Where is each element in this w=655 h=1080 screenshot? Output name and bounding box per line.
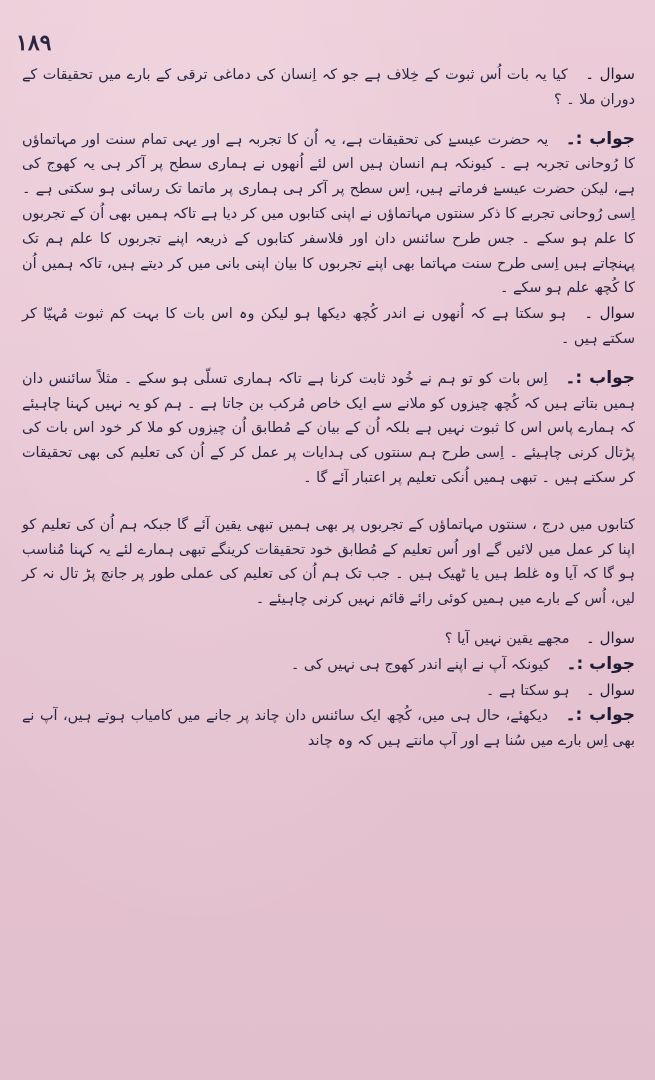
- question-text: ہو سکتا ہے کہ اُنھوں نے اندر کُچھ دیکھا ہو لیکن وہ اس بات کا بہت کم ثبوت مُہیّا کر سکتے ہیں ۔: [22, 306, 635, 347]
- question-block: [22, 678, 635, 704]
- answer-block: [22, 703, 635, 754]
- answer-text: کیونکہ آپ نے اپنے اندر کھوج ہی نہیں کی ۔: [290, 656, 550, 673]
- paragraph-block: [22, 513, 635, 612]
- question-label: سوال ۔: [585, 65, 636, 83]
- answer-block: [22, 366, 635, 491]
- question-text: ہو سکتا ہے ۔: [485, 682, 570, 699]
- answer-label: جواب :۔: [565, 128, 636, 149]
- paragraph-text: کتابوں میں درج ، سنتوں مہاتماؤں کے تجربوں پر بھی ہمیں تبھی یقین آئے گا جبکہ ہم اُن کی تعلیم کو اپنا کر عمل میں لائیں گے اور اُس تعلیم کے مُطابق خود تحقیقات کرینگے تبھی ہمارے لئے یہ کہنا مُناسب ہو گا کہ آیا وہ غلط ہیں یا ٹھیک ہیں ۔ جب تک ہم اُن کی تعلیم کی عملی طور پر جانچ پڑ تال نہ کر لیں، اُس کے بارے میں ہمیں کوئی رائے قائم نہیں کرنی چاہیئے ۔: [22, 516, 635, 608]
- page-content: [22, 62, 635, 1068]
- answer-label: جواب :۔: [565, 705, 635, 726]
- answer-text: یہ حضرت عیسےٰ کی تحقیقات ہے، یہ اُن کا تجربہ ہے اور یہی تمام سنت اور مہاتماؤں کا رُوحانی تجربہ ہے ۔ کیونکہ ہم انسان ہیں اس لئے اُنھوں نے ہماری سطح پر آکر ہی یہ کھوج کی ہے، لیکن حضرت عیسےٰ فرماتے ہیں، اِس سطح پر آکر ہی ہماری پر ماتما تک رسائی ہو سکتی ہے ۔ اِسی رُوحانی تجربے کا ذکر سنتوں مہاتماؤں نے اپنی کتابوں میں کر دیا ہے تاکہ ہمیں بھی اُن کے تجربوں کا علم ہو سکے ۔ جس طرح سائنس دان اور فلاسفر کتابوں کے ذریعہ اپنے تجربوں کا علم ہم تک پہنچاتے ہیں اِسی طرح سنت مہاتما بھی اپنے تجربوں کا بیان اپنی بانی میں کر دیتے ہیں، تاکہ ہمیں اُن کا کُچھ علم ہو سکے ۔: [21, 131, 635, 297]
- answer-block: [22, 127, 635, 302]
- question-label: سوال ۔: [586, 628, 635, 647]
- answer-label: جواب :۔: [566, 653, 635, 674]
- page-number: ۱۸۹: [16, 30, 52, 56]
- question-text: مجھے یقین نہیں آیا ؟: [444, 630, 570, 647]
- answer-text: دیکھئے، حال ہی میں، کُچھ ایک سائنس دان چاند پر جانے میں کامیاب ہوتے ہیں، آپ نے بھی اِس بارے میں سُنا ہے اور آپ مانتے ہیں کہ وہ چاند: [22, 708, 635, 750]
- question-label: سوال ۔: [586, 680, 635, 699]
- answer-block: [22, 652, 635, 678]
- question-block: [22, 62, 635, 113]
- question-block: [22, 301, 635, 352]
- answer-label: جواب :۔: [565, 367, 635, 388]
- question-label: سوال ۔: [584, 304, 635, 323]
- question-block: [22, 626, 635, 652]
- question-text: کیا یہ بات اُس ثبوت کے خِلاف ہے جو کہ اِنسان کی دماغی ترقی کے بارے میں تحقیقات کے دوران ملا ۔ ؟: [22, 67, 635, 108]
- answer-text: اِس بات کو تو ہم نے خُود ثابت کرنا ہے تاکہ ہماری تسلّی ہو سکے ۔ مثلاً سائنس دان ہمیں بتاتے ہیں کہ کُچھ چیزوں کو ملانے سے ایک خاص مُرکب بن جاتا ہے ۔ ہم کو یہ نہیں کہنا چاہیئے کہ ہمارے پاس اس کا ثبوت نہیں ہے بلکہ اُن کے بیان کے مُطابق اُن چیزوں کو ملا کر خود اس بات کی پڑتال کرنی چاہیئے ۔ اِسی طرح ہم سنتوں کی ہدایات پر عمل کر کے اُن کی تعلیم کی بھی تحقیقات کر سکتے ہیں ۔ تبھی ہمیں اُنکی تعلیم پر اعتبار آئے گا ۔: [22, 370, 635, 486]
